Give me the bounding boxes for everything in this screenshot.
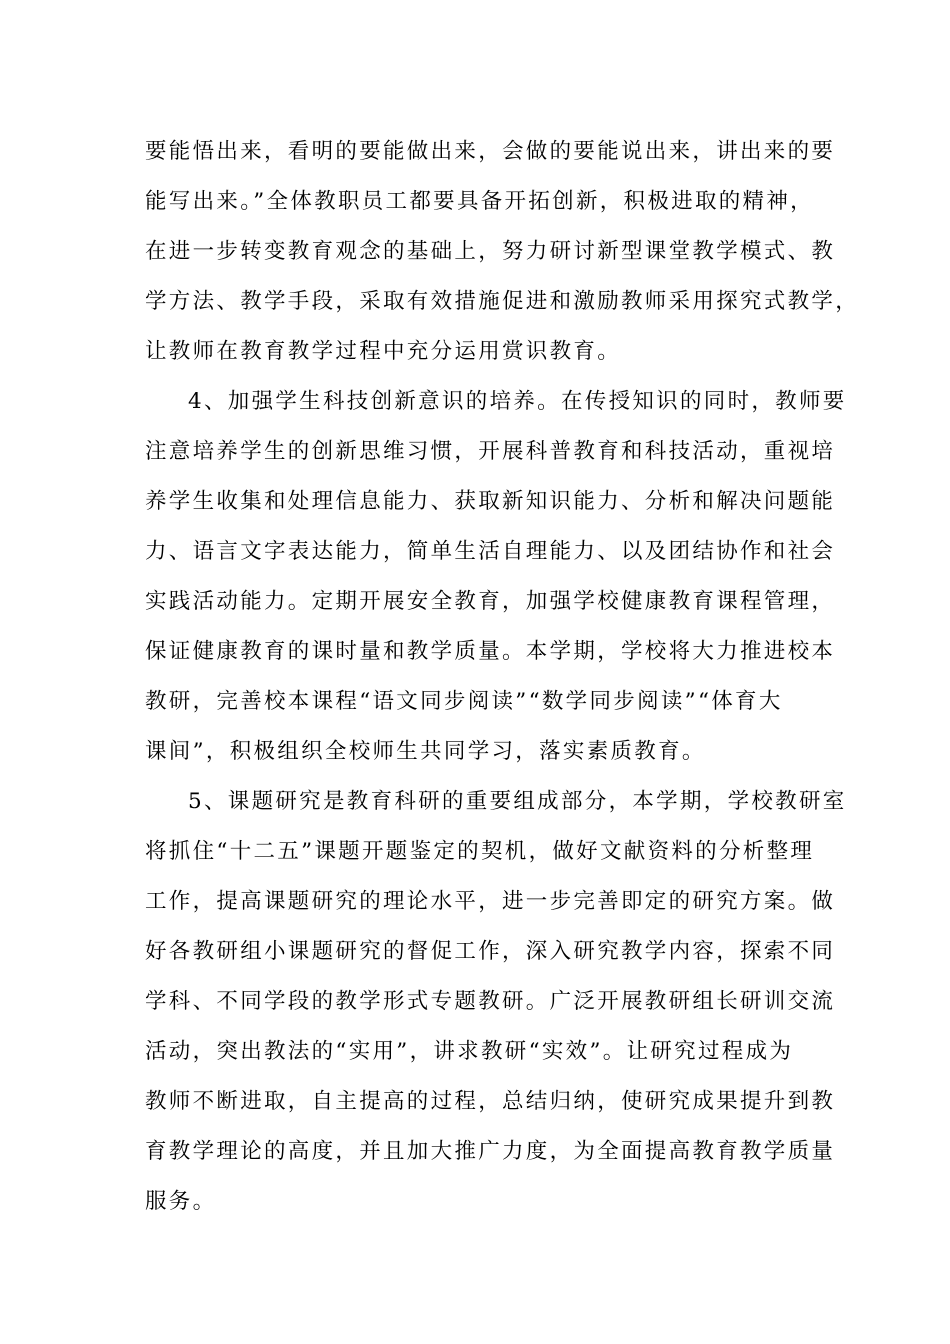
text-line: 将抓住“十二五”课题开题鉴定的契机，做好文献资料的分析整理 bbox=[145, 839, 815, 864]
text-line: 课间”，积极组织全校师生共同学习，落实素质教育。 bbox=[145, 739, 706, 764]
text-line: 好各教研组小课题研究的督促工作，深入研究教学内容，探索不同 bbox=[145, 939, 836, 964]
text-line: 能写出来。”全体教职员工都要具备开拓创新，积极进取的精神， bbox=[145, 189, 814, 214]
text-line: 工作，提高课题研究的理论水平，进一步完善即定的研究方案。做 bbox=[145, 889, 836, 914]
text-line: 育教学理论的高度，并且加大推广力度，为全面提高教育教学质量 bbox=[145, 1139, 836, 1164]
text-line: 养学生收集和处理信息能力、获取新知识能力、分析和解决问题能 bbox=[145, 489, 836, 514]
text-line: 学科、不同学段的教学形式专题教研。广泛开展教研组长研训交流 bbox=[145, 989, 836, 1014]
text-line: 保证健康教育的课时量和教学质量。本学期，学校将大力推进校本 bbox=[145, 639, 836, 664]
text-line: 活动，突出教法的“实用”，讲求教研“实效”。让研究过程成为 bbox=[145, 1039, 794, 1064]
text-line: 要能悟出来，看明的要能做出来，会做的要能说出来，讲出来的要 bbox=[145, 139, 836, 164]
text-line: 教师不断进取，自主提高的过程，总结归纳，使研究成果提升到教 bbox=[145, 1089, 836, 1114]
text-line: 教研，完善校本课程“语文同步阅读”“数学同步阅读”“体育大 bbox=[145, 689, 783, 714]
paragraph-5-first-line: 5、课题研究是教育科研的重要组成部分，本学期，学校教研室 bbox=[188, 789, 847, 814]
text-line: 注意培养学生的创新思维习惯，开展科普教育和科技活动，重视培 bbox=[145, 439, 836, 464]
text-line: 让教师在教育教学过程中充分运用赏识教育。 bbox=[145, 339, 622, 364]
text-line: 服务。 bbox=[145, 1189, 217, 1214]
paragraph-4-first-line: 4、加强学生科技创新意识的培养。在传授知识的同时，教师要 bbox=[188, 389, 847, 414]
text-line: 在进一步转变教育观念的基础上，努力研讨新型课堂教学模式、教 bbox=[145, 239, 836, 264]
text-line: 实践活动能力。定期开展安全教育，加强学校健康教育课程管理， bbox=[145, 589, 836, 614]
text-line: 力、语言文字表达能力，简单生活自理能力、以及团结协作和社会 bbox=[145, 539, 836, 564]
text-line: 学方法、教学手段，采取有效措施促进和激励教师采用探究式教学， bbox=[145, 289, 860, 314]
